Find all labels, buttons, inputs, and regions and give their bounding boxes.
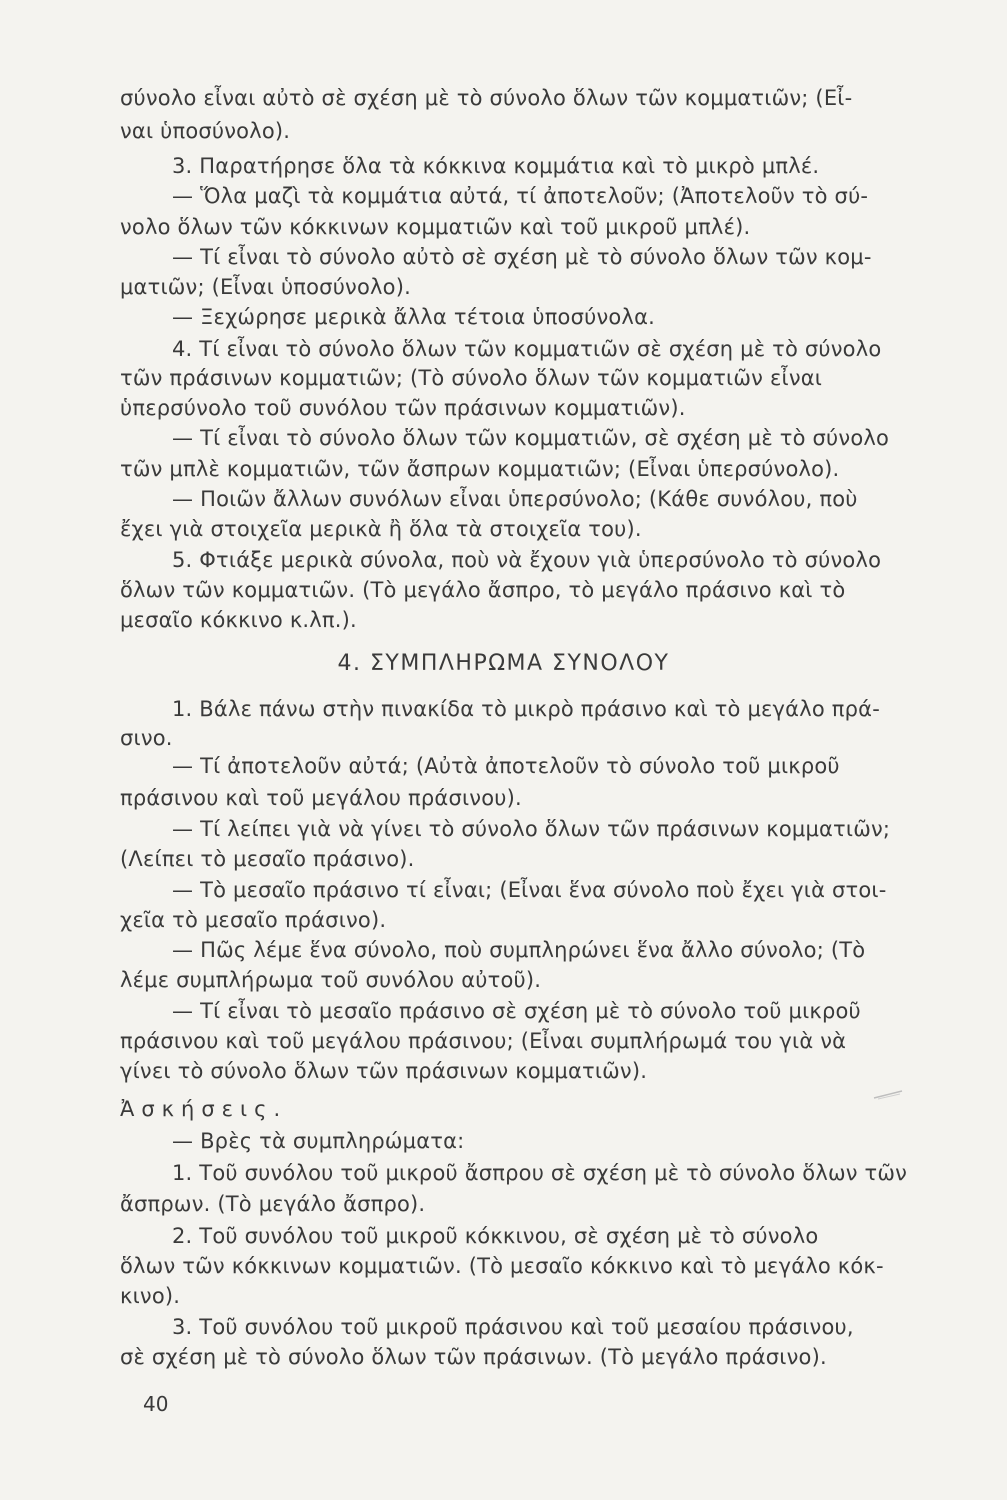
text-line: 3. Παρατήρησε ὅλα τὰ κόκκινα κομμάτια καὶ τὸ μικρὸ μπλέ.	[172, 154, 820, 178]
text-line: ὑπερσύνολο τοῦ συνόλου τῶν πράσινων κομματιῶν).	[120, 396, 686, 420]
text-line: — Τὸ μεσαῖο πράσινο τί εἶναι; (Εἶναι ἕνα σύνολο ποὺ ἔχει γιὰ στοι-	[172, 878, 887, 902]
text-line: 4. Τί εἶναι τὸ σύνολο ὅλων τῶν κομματιῶν σὲ σχέση μὲ τὸ σύνολο	[172, 337, 882, 361]
text-line: — Τί ἀποτελοῦν αὐτά; (Αὐτὰ ἀποτελοῦν τὸ σύνολο τοῦ μικροῦ	[172, 754, 840, 778]
text-line: (Λείπει τὸ μεσαῖο πράσινο).	[120, 847, 415, 871]
text-line: 2. Τοῦ συνόλου τοῦ μικροῦ κόκκινου, σὲ σχέση μὲ τὸ σύνολο	[172, 1224, 819, 1248]
text-line: — Τί εἶναι τὸ μεσαῖο πράσινο σὲ σχέση μὲ τὸ σύνολο τοῦ μικροῦ	[172, 999, 861, 1023]
text-line: ἄσπρων. (Τὸ μεγάλο ἄσπρο).	[120, 1192, 426, 1216]
pencil-mark-icon	[872, 1088, 906, 1100]
text-line: ὅλων τῶν κομματιῶν. (Τὸ μεγάλο ἄσπρο, τὸ μεγάλο πράσινο καὶ τὸ	[120, 578, 846, 602]
text-line: σινο.	[120, 726, 173, 750]
text-line: 5. Φτιάξε μερικὰ σύνολα, ποὺ νὰ ἔχουν γιὰ ὑπερσύνολο τὸ σύνολο	[172, 548, 882, 572]
text-line: 3. Τοῦ συνόλου τοῦ μικροῦ πράσινου καὶ τοῦ μεσαίου πράσινου,	[172, 1315, 854, 1339]
text-line: κινο).	[120, 1284, 181, 1308]
text-line: — Πῶς λέμε ἕνα σύνολο, ποὺ συμπληρώνει ἕνα ἄλλο σύνολο; (Τὸ	[172, 938, 866, 962]
section-heading: 4. ΣΥΜΠΛΗΡΩΜΑ ΣΥΝΟΛΟΥ	[337, 651, 670, 676]
text-line: — Ξεχώρησε μερικὰ ἄλλα τέτοια ὑποσύνολα.	[172, 305, 655, 329]
text-line: — Βρὲς τὰ συμπληρώματα:	[172, 1129, 465, 1153]
text-line: 1. Βάλε πάνω στὴν πινακίδα τὸ μικρὸ πράσινο καὶ τὸ μεγάλο πρά-	[172, 697, 880, 721]
text-line: — Ποιῶν ἄλλων συνόλων εἶναι ὑπερσύνολο; (Κάθε συνόλου, ποὺ	[172, 487, 858, 511]
text-line: ἔχει γιὰ στοιχεῖα μερικὰ ἢ ὅλα τὰ στοιχεῖα του).	[120, 517, 642, 541]
text-line: γίνει τὸ σύνολο ὅλων τῶν πράσινων κομματιῶν).	[120, 1059, 648, 1083]
text-line: σὲ σχέση μὲ τὸ σύνολο ὅλων τῶν πράσινων. (Τὸ μεγάλο πράσινο).	[120, 1345, 827, 1369]
text-line: τῶν μπλὲ κομματιῶν, τῶν ἄσπρων κομματιῶν; (Εἶναι ὑπερσύνολο).	[120, 457, 840, 481]
text-line: ματιῶν; (Εἶναι ὑποσύνολο).	[120, 275, 411, 299]
text-line: 1. Τοῦ συνόλου τοῦ μικροῦ ἄσπρου σὲ σχέση μὲ τὸ σύνολο ὅλων τῶν	[172, 1161, 908, 1185]
text-line: — Τί εἶναι τὸ σύνολο ὅλων τῶν κομματιῶν, σὲ σχέση μὲ τὸ σύνολο	[172, 426, 890, 450]
text-line: ὅλων τῶν κόκκινων κομματιῶν. (Τὸ μεσαῖο κόκκινο καὶ τὸ μεγάλο κόκ-	[120, 1254, 884, 1278]
text-line: μεσαῖο κόκκινο κ.λπ.).	[120, 608, 357, 632]
page-number: 40	[143, 1392, 169, 1416]
text-line: σύνολο εἶναι αὐτὸ σὲ σχέση μὲ τὸ σύνολο ὅλων τῶν κομματιῶν; (Εἶ-	[120, 86, 853, 110]
text-line: πράσινου καὶ τοῦ μεγάλου πράσινου).	[120, 786, 522, 810]
text-line: χεῖα τὸ μεσαῖο πράσινο).	[120, 908, 387, 932]
text-line: τῶν πράσινων κομματιῶν; (Τὸ σύνολο ὅλων τῶν κομματιῶν εἶναι	[120, 366, 823, 390]
text-line: νολο ὅλων τῶν κόκκινων κομματιῶν καὶ τοῦ μικροῦ μπλέ).	[120, 215, 751, 239]
text-line: πράσινου καὶ τοῦ μεγάλου πράσινου; (Εἶναι συμπλήρωμά του γιὰ νὰ	[120, 1029, 847, 1053]
text-line: — Τί εἶναι τὸ σύνολο αὐτὸ σὲ σχέση μὲ τὸ σύνολο ὅλων τῶν κομ-	[172, 245, 872, 269]
text-line: — Τί λείπει γιὰ νὰ γίνει τὸ σύνολο ὅλων τῶν πράσινων κομματιῶν;	[172, 817, 891, 841]
text-line: — Ὅλα μαζὶ τὰ κομμάτια αὐτά, τί ἀποτελοῦν; (Ἀποτελοῦν τὸ σύ-	[172, 184, 869, 208]
text-line: λέμε συμπλήρωμα τοῦ συνόλου αὐτοῦ).	[120, 968, 542, 992]
exercises-heading: Ἀσκήσεις.	[120, 1097, 288, 1121]
text-line: ναι ὑποσύνολο).	[120, 119, 291, 143]
